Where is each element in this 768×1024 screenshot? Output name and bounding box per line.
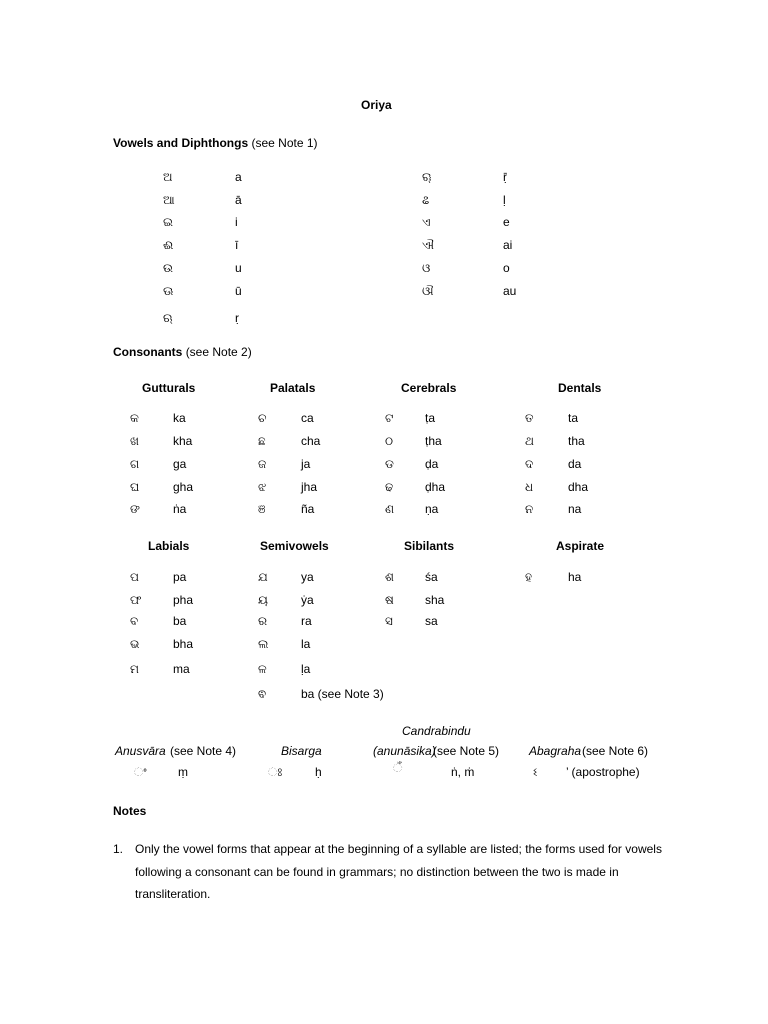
group-heading: Dentals xyxy=(558,381,602,395)
bisarga-script: ଃ xyxy=(268,765,283,779)
candrabindu-title: Candrabindu xyxy=(402,724,471,738)
consonant-script: ଲ xyxy=(258,637,269,651)
consonant-script: ତ xyxy=(525,411,534,425)
anusvara-script: ଂ xyxy=(134,765,147,779)
consonant-translit: ḍha xyxy=(425,480,446,494)
vowel-script: ଐ xyxy=(422,238,435,252)
consonant-translit: ṅa xyxy=(173,502,187,516)
vowel-script: ଇ xyxy=(163,215,173,229)
vowel-translit: ī xyxy=(235,238,239,252)
consonant-script: ର xyxy=(258,614,268,628)
consonant-script: ଠ xyxy=(385,434,394,448)
group-heading: Gutturals xyxy=(142,381,196,395)
consonant-script: ଗ xyxy=(130,457,140,471)
consonant-translit: sa xyxy=(425,614,438,628)
vowel-script: ଊ xyxy=(163,284,174,298)
vowel-translit: o xyxy=(503,261,510,275)
consonant-translit: pa xyxy=(173,570,187,584)
consonant-translit: gha xyxy=(173,480,194,494)
consonant-translit: da xyxy=(568,457,582,471)
notes-heading: Notes xyxy=(113,804,147,818)
abagraha-script: ଽ xyxy=(533,765,538,779)
group-heading: Cerebrals xyxy=(401,381,457,395)
consonant-script: ଙ xyxy=(130,502,140,516)
consonant-script: ଵ xyxy=(258,687,267,701)
consonant-translit: la xyxy=(301,637,311,651)
consonants-heading: Consonants xyxy=(113,345,183,359)
consonant-script: ନ xyxy=(525,502,534,516)
consonant-translit: ba xyxy=(173,614,187,628)
consonant-script: ଟ xyxy=(385,411,394,425)
consonant-translit: ha xyxy=(568,570,582,584)
abagraha-label: Abagraha xyxy=(529,744,582,758)
anusvara-translit: ṃ xyxy=(178,765,188,779)
consonant-script: ଞ xyxy=(258,502,266,516)
consonant-translit: ca xyxy=(301,411,314,425)
consonant-script: ଷ xyxy=(385,593,394,607)
consonant-translit: dha xyxy=(568,480,589,494)
consonant-script: ଜ xyxy=(258,457,267,471)
anunasika-label: (anunāsika) xyxy=(373,744,436,758)
consonant-script: ଦ xyxy=(525,457,534,471)
vowel-translit: ū xyxy=(235,284,242,298)
vowel-translit: a xyxy=(235,170,242,184)
consonant-translit: sha xyxy=(425,593,445,607)
consonant-translit: ka xyxy=(173,411,186,425)
consonant-translit: ṭa xyxy=(425,411,436,425)
bisarga-translit: ḥ xyxy=(315,765,322,779)
vowel-translit: au xyxy=(503,284,517,298)
vowel-translit: e xyxy=(503,215,510,229)
consonant-translit: ra xyxy=(301,614,312,628)
consonant-script: ଭ xyxy=(130,637,140,651)
consonant-script: ସ xyxy=(385,614,393,628)
anusvara-label: Anusvāra xyxy=(115,744,166,758)
vowel-script: ଅ xyxy=(163,170,173,184)
consonant-script: ଶ xyxy=(385,570,394,584)
consonant-translit: ẏa xyxy=(301,593,314,607)
vowel-translit: ai xyxy=(503,238,513,252)
vowel-script: ଓ xyxy=(422,261,431,275)
vowel-translit: ṝ xyxy=(503,170,507,184)
vowel-script: ଌ xyxy=(422,193,430,207)
consonant-script: ଫ xyxy=(130,593,142,607)
consonant-script: ଧ xyxy=(525,480,534,494)
vowel-script: ଆ xyxy=(163,193,175,207)
consonant-translit: pha xyxy=(173,593,194,607)
vowel-translit: ḷ xyxy=(503,193,506,207)
consonant-script: ଝ xyxy=(258,480,267,494)
group-heading: Semivowels xyxy=(260,539,329,553)
consonant-script: ଥ xyxy=(525,434,534,448)
note-number: 1. xyxy=(113,842,124,856)
group-heading: Labials xyxy=(148,539,190,553)
consonant-translit: ṭha xyxy=(425,434,442,448)
consonant-translit: ña xyxy=(301,502,315,516)
page-title: Oriya xyxy=(361,98,392,112)
consonant-translit: ja xyxy=(301,457,311,471)
consonant-script: କ xyxy=(130,411,139,425)
consonant-translit: śa xyxy=(425,570,438,584)
vowel-script: ଏ xyxy=(422,215,431,229)
consonant-script: ହ xyxy=(525,570,532,584)
consonant-translit: tha xyxy=(568,434,585,448)
consonant-translit: ḷa xyxy=(301,662,311,676)
consonant-script: ଘ xyxy=(130,480,140,494)
consonant-translit: kha xyxy=(173,434,193,448)
consonant-script: ଖ xyxy=(130,434,139,448)
consonant-translit: ḍa xyxy=(425,457,439,471)
group-heading: Palatals xyxy=(270,381,316,395)
vowel-script: ଔ xyxy=(422,284,434,298)
consonant-translit: jha xyxy=(301,480,318,494)
vowels-heading: Vowels and Diphthongs xyxy=(113,136,249,150)
consonant-script: ଡ xyxy=(385,457,394,471)
consonant-script: ୟ xyxy=(258,593,268,607)
vowel-translit: ā xyxy=(235,193,242,207)
bisarga-label: Bisarga xyxy=(281,744,322,758)
abagraha-translit: ’ (apostrophe) xyxy=(566,765,640,779)
vowel-translit: ṛ xyxy=(235,311,239,325)
consonant-script: ଣ xyxy=(385,502,395,516)
abagraha-note: (see Note 6) xyxy=(582,744,649,758)
vowel-script: ୠ xyxy=(422,170,432,184)
consonant-translit: cha xyxy=(301,434,321,448)
consonant-script: ଢ xyxy=(385,480,394,494)
vowel-script: ଉ xyxy=(163,261,173,275)
vowels-note-ref: (see Note 1) xyxy=(251,136,318,150)
vowel-translit: i xyxy=(235,215,238,229)
consonant-script: ଯ xyxy=(258,570,268,584)
consonant-translit: ya xyxy=(301,570,314,584)
anunasika-note: (see Note 5) xyxy=(433,744,500,758)
consonant-script: ଚ xyxy=(258,411,267,425)
consonants-heading-line xyxy=(113,344,252,360)
consonant-script: ଳ xyxy=(258,662,267,676)
consonant-script: ପ xyxy=(130,570,139,584)
consonants-note-ref: (see Note 2) xyxy=(185,345,252,359)
vowel-translit: u xyxy=(235,261,242,275)
vowel-script: ଋ xyxy=(163,311,173,325)
consonant-translit: ṇa xyxy=(425,502,439,516)
consonant-translit: ba (see Note 3) xyxy=(301,687,384,701)
consonant-translit: ga xyxy=(173,457,187,471)
anusvara-note: (see Note 4) xyxy=(170,744,237,758)
consonant-script: ଛ xyxy=(258,434,266,448)
consonant-translit: na xyxy=(568,502,582,516)
consonant-translit: ta xyxy=(568,411,579,425)
consonant-script: ମ xyxy=(130,662,139,676)
group-heading: Sibilants xyxy=(404,539,455,553)
consonant-script: ବ xyxy=(130,614,139,628)
consonant-translit: ma xyxy=(173,662,190,676)
anunasika-translit: ṅ, ṁ xyxy=(451,765,475,779)
anunasika-script: ଁ xyxy=(393,761,403,775)
group-heading: Aspirate xyxy=(556,539,605,553)
vowel-script: ଈ xyxy=(163,238,174,252)
vowels-heading-line xyxy=(113,135,318,151)
note-text: Only the vowel forms that appear at the beginning of a syllable are listed; the forms used for vowels following a consonant can be found in grammars; no distinction between the two is made in transliteration. xyxy=(135,842,662,901)
consonant-translit: bha xyxy=(173,637,194,651)
